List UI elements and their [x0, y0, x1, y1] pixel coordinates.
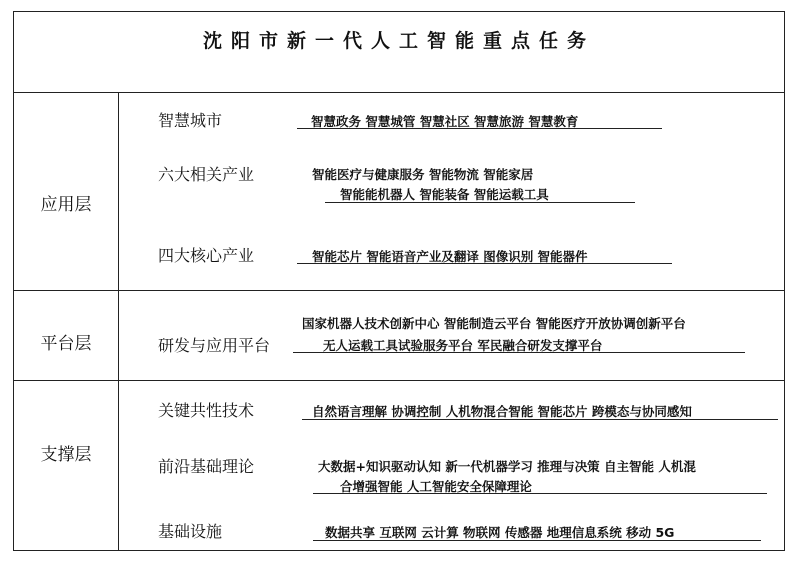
category-frontier: 前沿基础理论: [158, 457, 255, 476]
category-four-core: 四大核心产业: [158, 246, 255, 265]
divider-platform: [13, 290, 785, 291]
category-key-tech: 关键共性技术: [158, 401, 255, 420]
underline-four-core: [297, 263, 672, 264]
category-six-industries: 六大相关产业: [158, 165, 255, 184]
underline-key-tech: [302, 419, 778, 420]
underline-frontier: [313, 493, 767, 494]
divider-support: [13, 380, 785, 381]
category-infrastructure: 基础设施: [158, 522, 223, 541]
underline-smart-city: [297, 128, 662, 129]
category-smart-city: 智慧城市: [158, 111, 223, 130]
items-four-core-1: 智能芯片 智能语音产业及翻译 图像识别 智能器件: [312, 249, 588, 264]
items-frontier-2: 合增强智能 人工智能安全保障理论: [340, 479, 532, 494]
items-six-industries-1: 智能医疗与健康服务 智能物流 智能家居: [312, 167, 534, 182]
underline-six-industries: [325, 202, 635, 203]
items-rnd-1: 国家机器人技术创新中心 智能制造云平台 智能医疗开放协调创新平台: [302, 316, 686, 331]
items-smart-city-1: 智慧政务 智慧城管 智慧社区 智慧旅游 智慧教育: [311, 114, 579, 129]
layer-support: 支撑层: [40, 445, 92, 465]
underline-rnd: [293, 352, 745, 353]
divider-title: [13, 92, 785, 93]
items-key-tech-1: 自然语言理解 协调控制 人机物混合智能 智能芯片 跨模态与协同感知: [312, 404, 692, 419]
category-rnd-platform: 研发与应用平台: [158, 336, 271, 355]
items-infra-1: 数据共享 互联网 云计算 物联网 传感器 地理信息系统 移动 5G: [325, 525, 675, 540]
underline-infra: [313, 540, 761, 541]
items-frontier-1: 大数据+知识驱动认知 新一代机器学习 推理与决策 自主智能 人机混: [318, 459, 696, 474]
items-six-industries-2: 智能能机器人 智能装备 智能运载工具: [340, 187, 549, 202]
divider-column: [118, 92, 119, 551]
layer-platform: 平台层: [40, 334, 92, 354]
layer-application: 应用层: [40, 195, 92, 215]
items-rnd-2: 无人运载工具试验服务平台 军民融合研发支撑平台: [323, 338, 603, 353]
page-title: 沈阳市新一代人工智能重点任务: [202, 30, 595, 52]
